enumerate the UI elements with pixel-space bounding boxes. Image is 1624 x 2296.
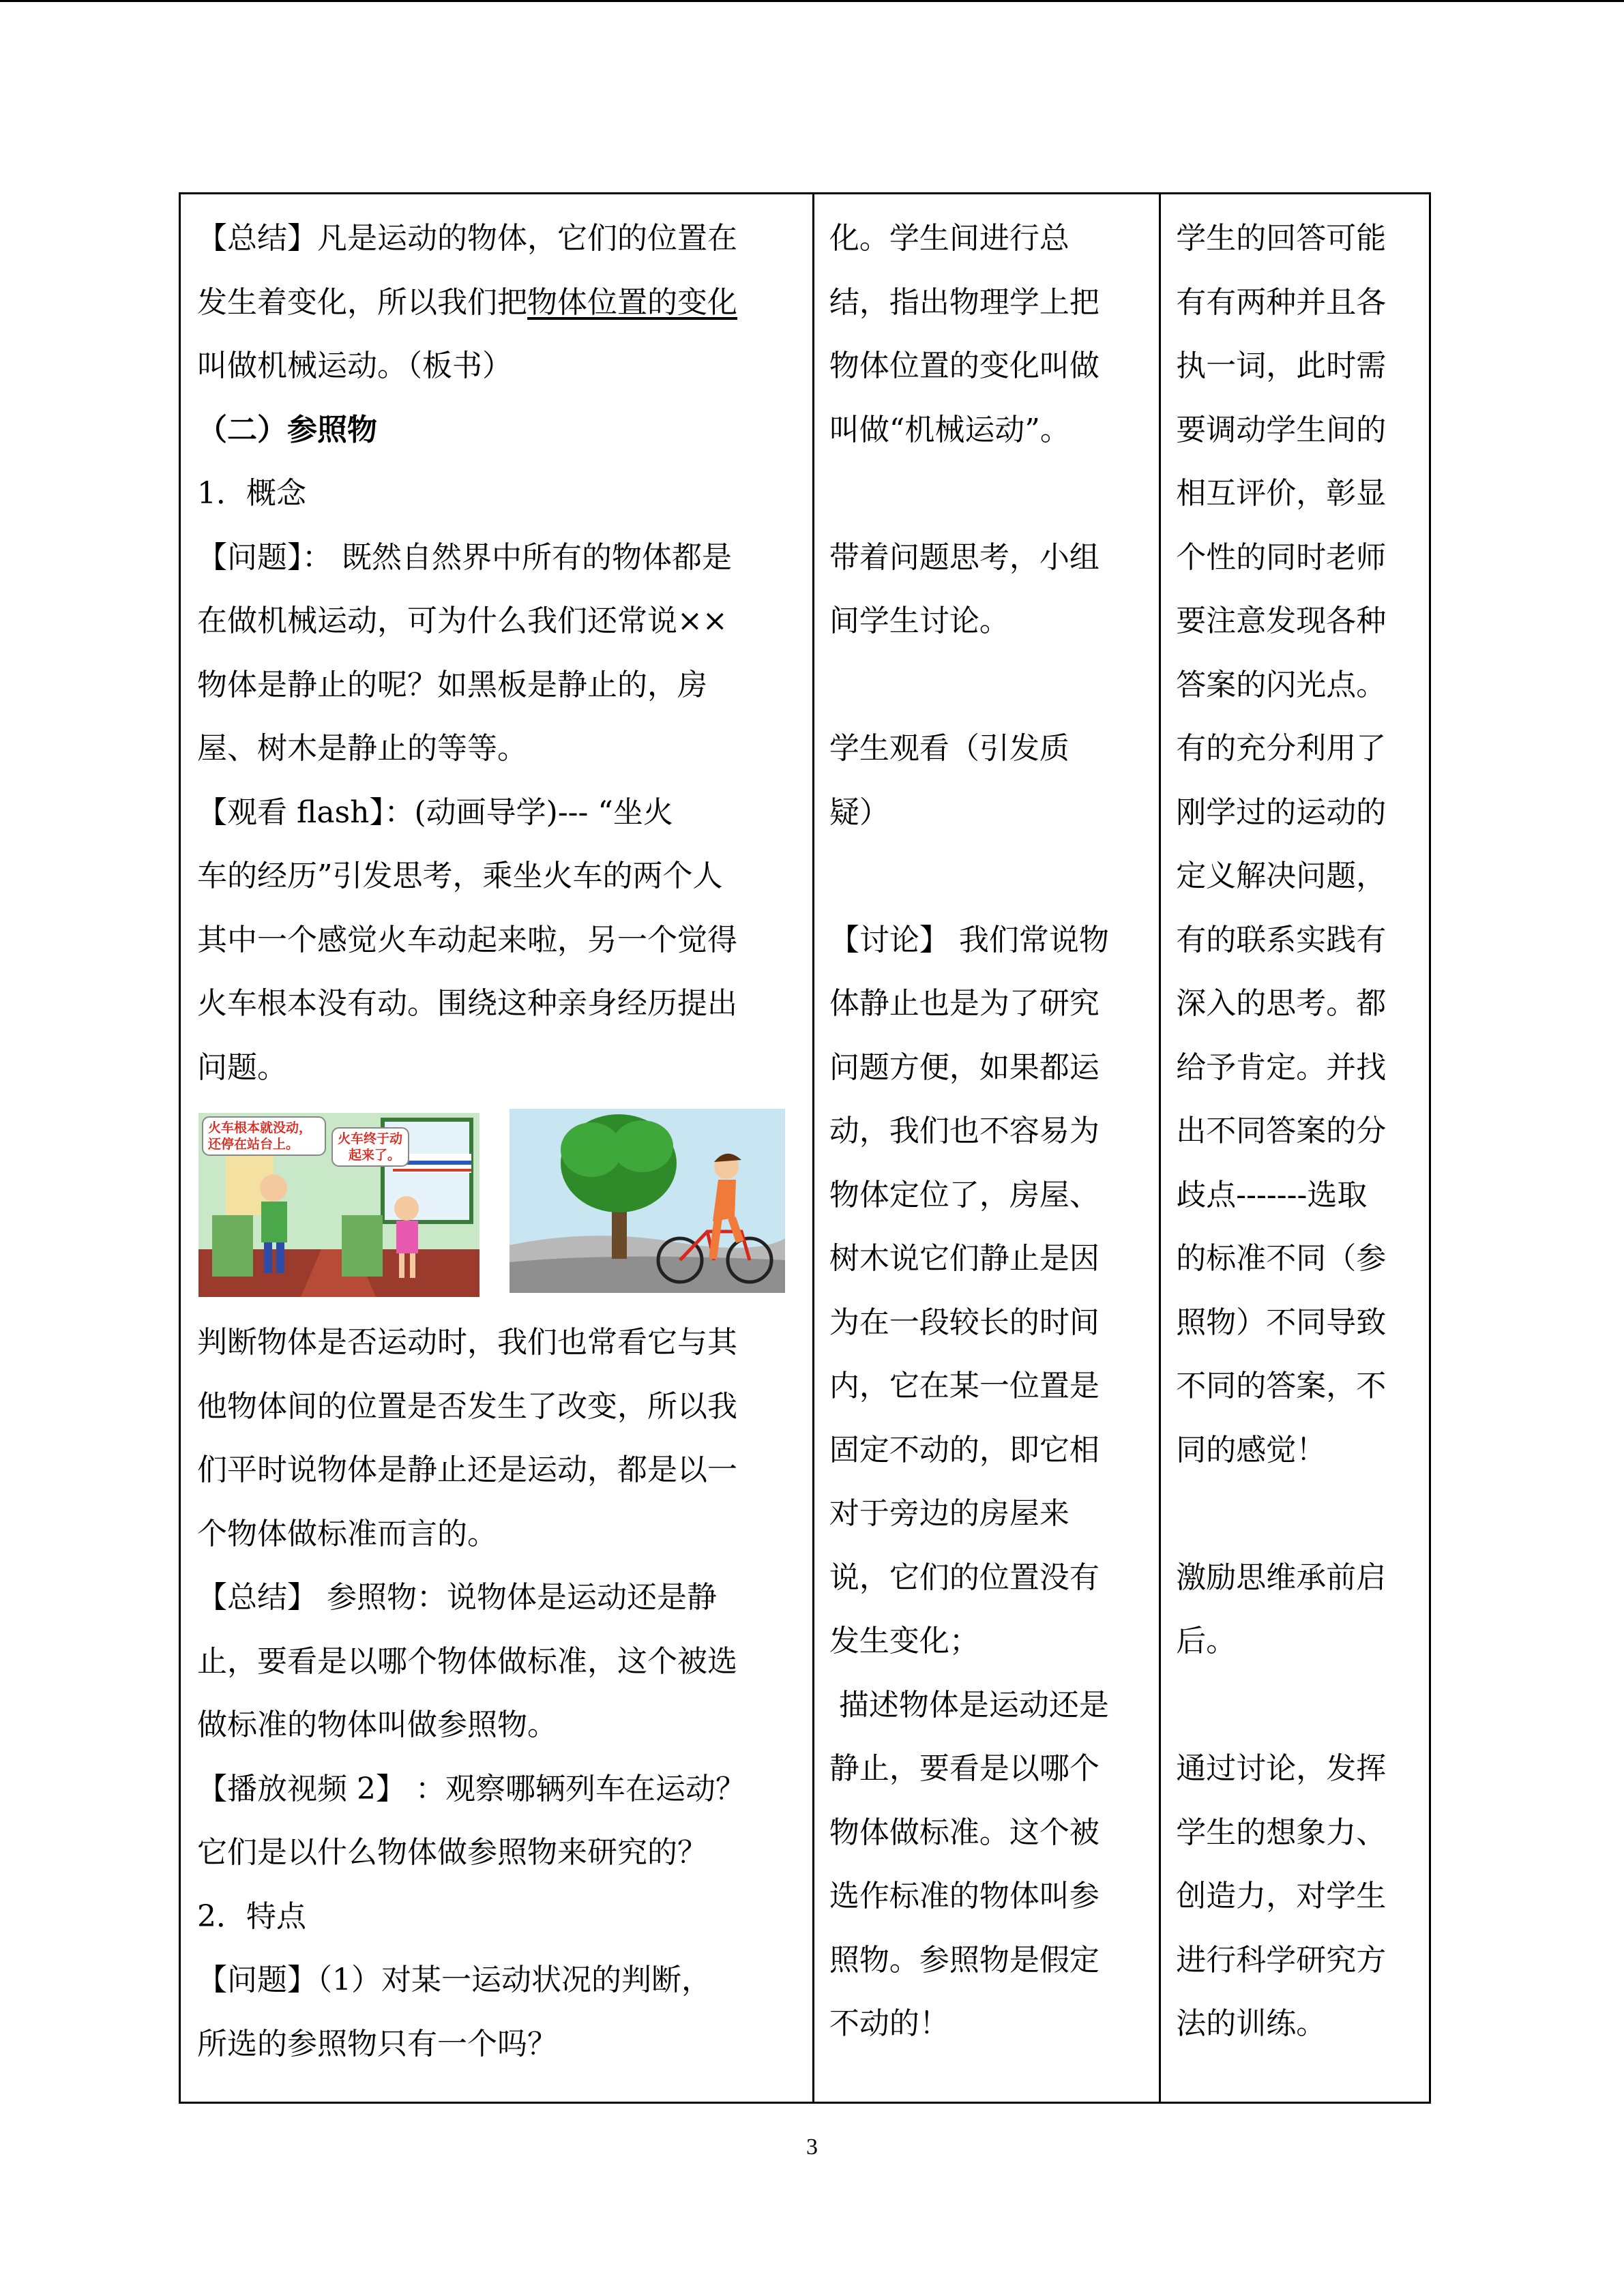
discussion-line: 【讨论】 我们常说物 — [829, 922, 1109, 957]
design-note-line: 同的感觉！ — [1176, 1432, 1327, 1467]
video-activity-line: 它们是以什么物体做参照物来研究的？ — [197, 1835, 707, 1870]
design-note-line: 的标准不同（参 — [1176, 1241, 1387, 1276]
design-note-line: 执一词，此时需 — [1176, 348, 1387, 383]
reference-explanation-line: 他物体间的位置是否发生了改变，所以我 — [197, 1388, 737, 1424]
spacer — [1176, 1673, 1418, 1738]
spacer — [829, 844, 1147, 908]
flash-activity-line: 问题。 — [197, 1049, 287, 1085]
design-note-line: 要调动学生间的 — [1176, 412, 1387, 447]
design-note-line: 进行科学研究方 — [1176, 1942, 1387, 1978]
reference-explanation-line: 判断物体是否运动时，我们也常看它与其 — [197, 1325, 737, 1360]
summary-line — [197, 271, 799, 335]
reference-definition-line: 不动的！ — [829, 2006, 949, 2041]
design-note-line: 答案的闪光点。 — [1176, 667, 1387, 702]
flash-activity-line: 其中一个感觉火车动起来啦，另一个觉得 — [197, 922, 737, 957]
design-note-line: 学生的想象力、 — [1176, 1815, 1387, 1850]
reference-definition-line: 描述物体是运动还是 — [829, 1687, 1109, 1723]
student-activity-line: 学生观看（引发质 — [829, 731, 1069, 766]
design-note-line: 学生的回答可能 — [1176, 221, 1387, 256]
design-note-line: 歧点-------选取 — [1176, 1177, 1368, 1212]
illustration-row — [197, 1109, 799, 1301]
reference-summary-line: 做标准的物体叫做参照物。 — [197, 1708, 557, 1742]
question-line: 屋、树木是静止的等等。 — [197, 731, 527, 766]
design-note-line: 个性的同时老师 — [1176, 539, 1387, 575]
subsection-heading-concept: 1．概念 — [197, 476, 306, 511]
student-activity-line: 结，指出物理学上把 — [829, 284, 1099, 320]
reference-definition-line: 照物。参照物是假定 — [829, 1942, 1099, 1978]
design-note-line: 刚学过的运动的 — [1176, 794, 1387, 830]
design-note-line: 有有两种并且各 — [1176, 284, 1387, 320]
discussion-line: 发生变化； — [829, 1624, 979, 1658]
discussion-line: 动，我们也不容易为 — [829, 1114, 1099, 1148]
question-line: 物体是静止的呢？如黑板是静止的，房 — [197, 667, 707, 702]
student-activity-column — [814, 194, 1161, 2102]
discussion-line: 对于旁边的房屋来 — [829, 1496, 1069, 1531]
reference-definition-line: 选作标准的物体叫参 — [829, 1879, 1099, 1913]
design-note-line: 不同的答案，不 — [1176, 1369, 1387, 1403]
reference-definition-line: 静止，要看是以哪个 — [829, 1751, 1099, 1786]
design-note-line: 要注意发现各种 — [1176, 603, 1387, 638]
reference-summary-line: 止，要看是以哪个物体做标准，这个被选 — [197, 1643, 737, 1679]
design-note-line: 有的充分利用了 — [1176, 731, 1387, 766]
design-intent-column — [1161, 194, 1429, 2102]
discussion-line: 说，它们的位置没有 — [829, 1560, 1099, 1595]
reference-definition-line: 物体做标准。这个被 — [829, 1815, 1099, 1850]
train-cartoon-image — [198, 1113, 479, 1297]
reference-explanation-line: 个物体做标准而言的。 — [197, 1516, 497, 1551]
design-note-line: 相互评价，彰显 — [1176, 476, 1387, 511]
discussion-line: 树木说它们静止是因 — [829, 1241, 1099, 1276]
cyclist-tree-image — [510, 1109, 785, 1293]
design-note-line: 照物）不同导致 — [1176, 1304, 1387, 1340]
section-heading-reference-object: （二）参照物 — [197, 412, 377, 447]
flash-activity-line: 火车根本没有动。围绕这种亲身经历提出 — [197, 986, 737, 1021]
discussion-line: 固定不动的，即它相 — [829, 1432, 1099, 1467]
underlined-key-phrase: 物体位置的变化 — [527, 284, 737, 320]
design-note-line: 通过讨论，发挥 — [1176, 1751, 1387, 1786]
student-activity-line: 化。学生间进行总 — [829, 221, 1069, 256]
summary-text: 发生着变化，所以我们把 — [197, 284, 527, 320]
question-line: 在做机械运动，可为什么我们还常说×× — [197, 603, 728, 638]
page-number: 3 — [806, 2134, 818, 2160]
train-speech-bubble-right: 起来了。 — [349, 1148, 401, 1163]
page-top-border — [0, 0, 1624, 2]
discussion-line: 为在一段较长的时间 — [829, 1304, 1099, 1340]
video-activity-line: 【播放视频 2】 ：观察哪辆列车在运动？ — [197, 1771, 745, 1806]
student-activity-line: 疑） — [829, 794, 889, 830]
train-speech-bubble-left: 火车根本就没动， — [208, 1120, 312, 1135]
flash-activity-line: 车的经历”引发思考，乘坐火车的两个人 — [197, 859, 723, 893]
discussion-line: 物体定位了，房屋、 — [829, 1177, 1099, 1212]
discussion-line: 问题方便，如果都运 — [829, 1049, 1099, 1085]
design-note-line: 有的联系实践有 — [1176, 922, 1387, 957]
spacer — [829, 653, 1147, 717]
student-activity-line: 物体位置的变化叫做 — [829, 348, 1099, 383]
train-speech-bubble-right: 火车终于动 — [338, 1131, 403, 1146]
discussion-line: 体静止也是为了研究 — [829, 986, 1099, 1021]
design-note-line: 出不同答案的分 — [1176, 1114, 1387, 1148]
design-note-line: 给予肯定。并找 — [1176, 1049, 1387, 1085]
spacer — [829, 462, 1147, 526]
lesson-plan-table — [179, 192, 1431, 2104]
reference-explanation-line: 们平时说物体是静止还是运动，都是以一 — [197, 1452, 737, 1487]
student-activity-line: 间学生讨论。 — [829, 603, 1009, 638]
question-line: 【问题】： 既然自然界中所有的物体都是 — [197, 539, 732, 575]
flash-activity-line: 【观看 flash】：(动画导学)--- “坐火 — [197, 794, 673, 830]
question-line: 【问题】（1）对某一运动状况的判断， — [197, 1963, 711, 1997]
train-speech-bubble-left: 还停在站台上。 — [208, 1137, 299, 1152]
design-note-line: 深入的思考。都 — [1176, 986, 1387, 1021]
summary-line: 【总结】凡是运动的物体，它们的位置在 — [197, 221, 737, 256]
design-note-line: 定义解决问题， — [1176, 859, 1387, 893]
student-activity-line: 带着问题思考，小组 — [829, 539, 1099, 575]
design-note-line: 创造力，对学生 — [1176, 1879, 1387, 1913]
teaching-content-column — [181, 194, 814, 2102]
design-note-line: 法的训练。 — [1176, 2006, 1327, 2041]
reference-summary-line: 【总结】 参照物：说物体是运动还是静 — [197, 1580, 717, 1615]
spacer — [1176, 1482, 1418, 1546]
student-activity-line: 叫做“机械运动”。 — [829, 412, 1070, 447]
design-note-line: 后。 — [1176, 1624, 1237, 1658]
subsection-heading-features: 2．特点 — [197, 1898, 306, 1934]
summary-line: 叫做机械运动。（板书） — [197, 348, 512, 383]
question-line: 所选的参照物只有一个吗？ — [197, 2026, 557, 2061]
discussion-line: 内，它在某一位置是 — [829, 1369, 1099, 1403]
design-note-line: 激励思维承前启 — [1176, 1560, 1387, 1595]
